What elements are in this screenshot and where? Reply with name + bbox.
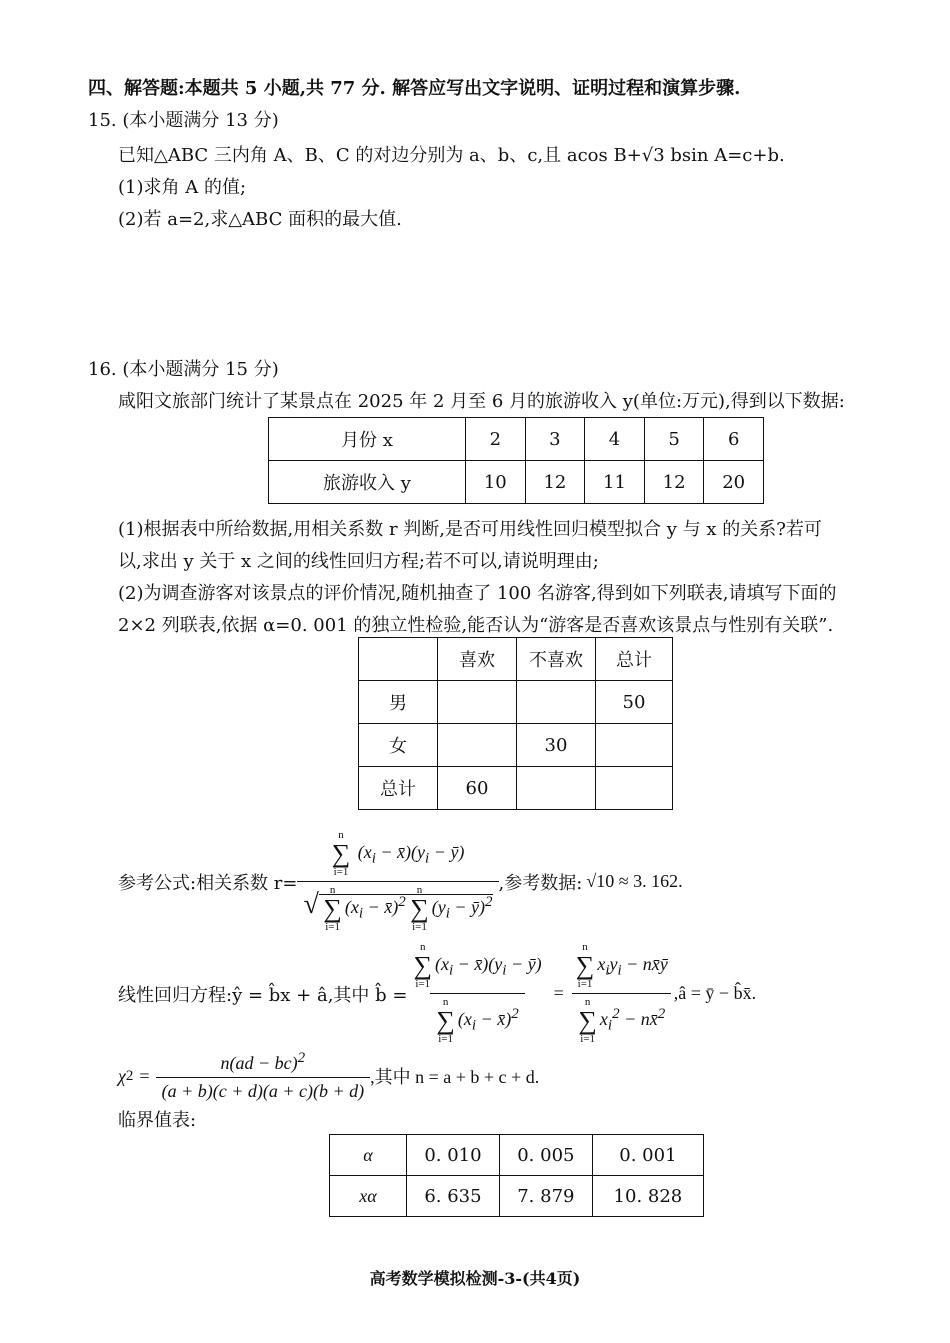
chi-square-formula: χ 2 = $\frac{n(ad - bc)^2}{(a + b)(c + d)(a + c)(b + d)}$ ,其中 n = a + b + c + d. bbox=[118, 1050, 540, 1101]
q16-number: 16. (本小题满分 15 分) bbox=[88, 359, 279, 380]
critical-cell: 0. 001 bbox=[592, 1135, 703, 1176]
regression-fraction-2: n ∑ i=1 $x_iy_i$ − nx̄ȳ n ∑ i=1 $x_i^2$ − nx̄$^2$ bbox=[570, 942, 674, 1045]
correlation-formula bbox=[118, 830, 683, 933]
contingency-cell bbox=[438, 724, 517, 767]
contingency-table bbox=[358, 637, 673, 810]
regression-tail: ,â = ȳ − b̂x̄. bbox=[673, 983, 757, 1003]
ref-data-value: √10 ≈ 3. 162. bbox=[586, 871, 683, 891]
critical-header-alpha: α bbox=[330, 1135, 407, 1176]
correlation-fraction bbox=[297, 830, 498, 933]
regression-fraction-1: n ∑ i=1 ($x_i$ − $x̄)(y_i$ − ȳ) n ∑ i=1 ($x_i$ − x̄)$^2$ bbox=[413, 941, 542, 1045]
contingency-cell: 50 bbox=[596, 681, 673, 724]
q15-part2: (2)若 a=2,求△ABC 面积的最大值. bbox=[118, 209, 402, 230]
contingency-header: 总计 bbox=[596, 638, 673, 681]
contingency-header: 喜欢 bbox=[438, 638, 517, 681]
q16-stem: 咸阳文旅部门统计了某景点在 2025 年 2 月至 6 月的旅游收入 y(单位:万元),得到以下数据: bbox=[118, 391, 845, 412]
q16-part2-line1: (2)为调查游客对该景点的评价情况,随机抽查了 100 名游客,得到如下列联表,请填写下面的 bbox=[118, 583, 837, 604]
data-table-header-y: 旅游收入 y bbox=[269, 461, 466, 504]
ref-formula-label: 参考公式:相关系数 r= bbox=[118, 872, 298, 894]
contingency-cell bbox=[596, 767, 673, 810]
contingency-cell bbox=[517, 767, 596, 810]
q16-part1-line2: 以,求出 y 关于 x 之间的线性回归方程;若不可以,请说明理由; bbox=[118, 551, 599, 572]
data-table-cell: 12 bbox=[525, 461, 585, 504]
data-table-cell: 5 bbox=[644, 418, 704, 461]
q15-number: 15. (本小题满分 13 分) bbox=[88, 110, 279, 131]
ref-data-label: ,参考数据: bbox=[498, 872, 583, 894]
data-table-cell: 6 bbox=[704, 418, 764, 461]
correlation-denominator: √ n ∑ i=1 ($x_i$ − x̄)$^2$ n ∑ i=1 ($y_i$ − ȳ)$^2$ bbox=[297, 881, 498, 933]
data-table-cell: 10 bbox=[466, 461, 526, 504]
data-table-cell: 2 bbox=[466, 418, 526, 461]
data-table-cell: 4 bbox=[585, 418, 645, 461]
critical-table bbox=[329, 1134, 704, 1217]
q15-stem: 已知△ABC 三内角 A、B、C 的对边分别为 a、b、c,且 acos B+√3 bsin A=c+b. bbox=[118, 145, 785, 166]
critical-label: 临界值表: bbox=[118, 1110, 197, 1131]
page-footer: 高考数学模拟检测-3-(共4页) bbox=[369, 1269, 581, 1288]
critical-cell: 0. 010 bbox=[407, 1135, 500, 1176]
contingency-cell: 30 bbox=[517, 724, 596, 767]
correlation-numerator: n ∑ i=1 ($x_i$ − $x̄)(y_i$ − ȳ) bbox=[331, 829, 465, 878]
critical-cell: 10. 828 bbox=[592, 1176, 703, 1217]
data-table-cell: 3 bbox=[525, 418, 585, 461]
contingency-cell: 60 bbox=[438, 767, 517, 810]
data-table-header-x: 月份 x bbox=[269, 418, 466, 461]
q16-part2-line2: 2×2 列联表,依据 α=0. 001 的独立性检验,能否认为“游客是否喜欢该景点与性别有关联”. bbox=[118, 615, 834, 636]
contingency-cell: 女 bbox=[359, 724, 438, 767]
section-heading: 四、解答题:本题共 5 小题,共 77 分. 解答应写出文字说明、证明过程和演算步骤. bbox=[88, 78, 741, 99]
contingency-header bbox=[359, 638, 438, 681]
q16-part1-line1: (1)根据表中所给数据,用相关系数 r 判断,是否可用线性回归模型拟合 y 与 x 的关系?若可 bbox=[118, 519, 822, 540]
regression-label: 线性回归方程:ŷ = b̂x + â,其中 b̂ = bbox=[118, 984, 408, 1006]
contingency-cell bbox=[596, 724, 673, 767]
data-table bbox=[268, 417, 764, 504]
contingency-cell bbox=[438, 681, 517, 724]
data-table-cell: 11 bbox=[585, 461, 645, 504]
contingency-header: 不喜欢 bbox=[517, 638, 596, 681]
critical-header-xa: xα bbox=[330, 1176, 407, 1217]
contingency-cell: 总计 bbox=[359, 767, 438, 810]
chi-square-fraction: $\frac{n(ad - bc)^2}{(a + b)(c + d)(a + c)(b + d)}$ bbox=[156, 1050, 371, 1102]
data-table-cell: 20 bbox=[704, 461, 764, 504]
critical-cell: 0. 005 bbox=[499, 1135, 592, 1176]
critical-cell: 7. 879 bbox=[499, 1176, 592, 1217]
chi-square-tail: ,其中 n = a + b + c + d. bbox=[370, 1067, 540, 1087]
contingency-cell bbox=[517, 681, 596, 724]
contingency-cell: 男 bbox=[359, 681, 438, 724]
regression-formula: 线性回归方程:ŷ = b̂x + â,其中 b̂ = n ∑ i=1 ($x_i$ − $x̄)(y_i$ − ȳ) n ∑ i=1 ($x_i$ − x̄)$^2$ = n ∑ i=1 $x_iy_i$ − nx̄ȳ n ∑ i=1 $x_i^2$ − nx̄$^2$ ,â = ȳ − b̂x̄. bbox=[118, 941, 757, 1045]
data-table-cell: 12 bbox=[644, 461, 704, 504]
q15-part1: (1)求角 A 的值; bbox=[118, 177, 247, 198]
critical-cell: 6. 635 bbox=[407, 1176, 500, 1217]
